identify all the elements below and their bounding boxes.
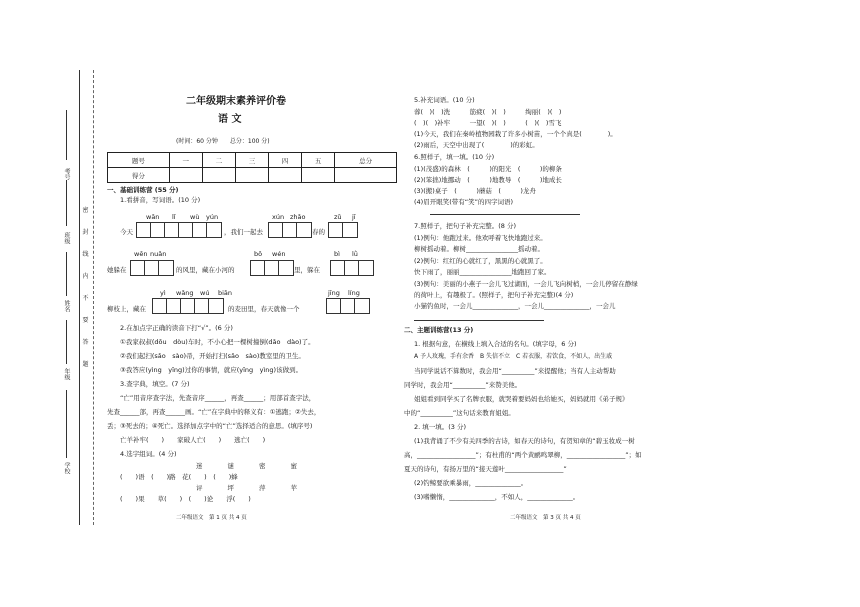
name-label: 姓名 — [63, 300, 70, 312]
score-cell[interactable] — [269, 168, 302, 183]
pinyin: nuǎn — [150, 250, 167, 258]
t2-line-4: (2)钓鲸要欲乘暴雨，______________。 — [414, 479, 528, 487]
pinyin: xún — [272, 213, 285, 221]
t2-line-2: 高，__________________”；有杜甫的“两个黄鹂鸣翠柳，__________________”；如 — [404, 451, 642, 459]
class-line — [66, 180, 67, 226]
pinyin: zhǎo — [290, 213, 306, 221]
left-page-footer: 二年级语文 第 1 页 共 4 页 — [176, 515, 247, 521]
exam-title: 二年级期末素养评价卷 — [186, 96, 286, 107]
q6-prompt: 6.照样子，填一填。(10 分) — [414, 153, 495, 161]
q5-row-2: ( )( )补牢 一望( )( ) ( )( )雪飞 — [414, 119, 562, 127]
score-cell[interactable] — [169, 168, 202, 183]
exam-no-line — [66, 110, 67, 160]
q7-item-3: (3)例句：美丽的小燕子一会儿飞过湖面，一会儿飞向树梢，一会儿停留在静绿 — [414, 280, 638, 288]
right-page-footer: 二年级语文 第 3 页 共 4 页 — [510, 515, 581, 521]
q2-item-3: ③我答应(yìng yīng)过你的事情，就应(yīng yìng)该做到。 — [120, 366, 303, 374]
q2-item-1: ①我家叔叔(dōu dòu)车时，不小心把一棵树撞倒(dǎo dào)了。 — [120, 338, 315, 346]
q4-char-set-2: 评 坪 萍 苹 — [196, 484, 301, 492]
score-table — [107, 152, 397, 183]
q6-item-1: (1)(茂盛)的森林 ( )的阳光 ( )的柳条 — [414, 165, 562, 173]
t2-prompt: 2. 填一填。(3 分) — [414, 423, 467, 431]
q4-char-set-1: 迷 谜 密 蜜 — [196, 462, 301, 470]
sentence-text: 柳枝上，藏在 — [107, 305, 146, 313]
q7-prompt: 7.照样子，把句子补充完整。(8 分) — [414, 222, 516, 230]
class-label: 班级 — [63, 232, 70, 244]
score-head-5: 五 — [302, 153, 335, 168]
answer-grid[interactable] — [130, 260, 174, 276]
sentence-text: 她躲在 — [107, 266, 127, 274]
sentence-text: 今天 — [120, 228, 133, 236]
t1-line-1: 当同学说话不算数时，我会用“__________”来提醒他；当有人主动帮助 — [414, 367, 616, 375]
pinyin: zǔ — [334, 213, 342, 221]
score-head-4: 四 — [269, 153, 302, 168]
answer-grid[interactable] — [268, 222, 312, 238]
score-cell[interactable] — [302, 168, 335, 183]
pinyin: wēn — [134, 250, 148, 258]
pinyin: bō — [254, 250, 263, 258]
pinyin: lǐ — [172, 213, 176, 221]
score-head-6: 总分 — [335, 153, 397, 168]
pinyin: yún — [206, 213, 219, 221]
q3-line-3: 丢；③死去的；④死亡。选择加点字中的“亡”选择适合的意思。(填序号) — [107, 422, 313, 430]
t1-line-4: 中的“__________”这句话来教育姐姐。 — [404, 409, 515, 417]
q5-prompt: 5.补充词语。(10 分) — [414, 96, 475, 104]
t1-line-2: 同学时，我会用“__________”来赞美他。 — [404, 381, 522, 389]
q7-item-2: (2)例句：红红的心就红了，黑黑的心就黑了。 — [414, 257, 547, 265]
q7-item-2b: 快下雨了，丽丽________________地跑回了家。 — [414, 268, 551, 276]
answer-line[interactable] — [430, 214, 580, 215]
section-1-heading: 一、基础训练营 (55 分) — [107, 186, 179, 194]
pinyin: wān — [146, 213, 160, 221]
q2-prompt: 2.在加点字正确的读音下打“√”。(6 分) — [120, 324, 233, 332]
score-head-1: 一 — [169, 153, 202, 168]
score-head-2: 二 — [202, 153, 235, 168]
score-head-3: 三 — [235, 153, 268, 168]
q6-item-2: (2)(笨拙)地挪动 ( )地教导 ( )地成长 — [414, 176, 562, 184]
pinyin: wù — [190, 213, 200, 221]
seal-line-text: 密封线内不要答题 — [82, 207, 89, 368]
answer-grid[interactable] — [328, 222, 358, 238]
q6-item-3: (3)(搬)桌子 ( )蘑菇 ( )龙舟 — [414, 187, 536, 195]
grade-line — [66, 320, 67, 364]
q3-line-4: 亡羊补牢( ) 家破人亡( ) 逃亡( ) — [120, 436, 266, 444]
pinyin: jī — [352, 213, 356, 221]
score-cell[interactable] — [235, 168, 268, 183]
pinyin: líng — [348, 289, 360, 297]
pinyin: yì — [160, 289, 166, 297]
pinyin: biān — [218, 289, 233, 297]
q4-row-2: ( )果 草( ) ( )论 浮( ) — [120, 495, 251, 503]
grade-label: 年级 — [63, 368, 70, 380]
answer-line[interactable] — [414, 320, 544, 321]
pinyin: lǜ — [352, 250, 358, 258]
binding-line-outer — [79, 70, 80, 525]
q5-row-1: 蓉( )( )洗 筋疲( )( ) 绚丽( )( ) — [414, 108, 562, 116]
q6-item-4: (4)眉开眼笑(带有“笑”的四字词语) — [414, 198, 514, 206]
sentence-text: 的风里，藏在小河的 — [176, 266, 235, 274]
sentence-text: 里，躲在 — [294, 266, 320, 274]
q7-item-1: (1)例句：他跑过来。他欢呼着飞快地跑过来。 — [414, 234, 547, 242]
q3-line-1: “亡”用音序查字法，先查音序______，再查______；用部首查字法， — [120, 394, 316, 402]
answer-grid[interactable] — [136, 222, 222, 238]
t2-line-3: 夏天的诗句，有扬万里的“接天莲叶__________________” — [404, 465, 567, 473]
pinyin: wén — [272, 250, 286, 258]
name-line — [66, 252, 67, 296]
t2-line-5: (3)嗜懒惰，______________，不如人，______________。 — [414, 493, 580, 501]
q1-prompt: 1.看拼音，写词语。(10 分) — [120, 196, 201, 204]
section-2-heading: 二、主题训练营(13 分) — [404, 326, 474, 334]
q4-row-1: ( )语 ( )路 花( ) ( )蜂 — [120, 473, 238, 481]
school-label: 学校 — [63, 462, 70, 474]
q2-item-2: ②我们起扫(sǎo sào)帚，开始打扫(sǎo sào)教室里的卫生。 — [120, 352, 305, 360]
pinyin: jīng — [328, 289, 340, 297]
subject-title: 语 文 — [218, 114, 242, 125]
answer-grid[interactable] — [152, 298, 224, 314]
pinyin: wǎng — [176, 289, 194, 297]
school-line — [66, 390, 67, 458]
sentence-text: 春的 — [312, 228, 325, 236]
t1-prompt: 1. 根据句意，在横线上填入合适的名句。(填字母，6 分) — [414, 340, 577, 348]
sentence-text: 的麦田里，春天就像一个 — [228, 305, 300, 313]
t2-line-1: (1)我背诵了不少有关四季的古诗，如春天的诗句，有贺知章的“碧玉妆成一树 — [414, 437, 635, 445]
t1-options: A 予人玫瑰，手有余香 B 失信不立 C 若衣服，若饮食，不如人，出生戚 — [414, 353, 613, 360]
pinyin: bì — [334, 250, 340, 258]
q5-item-2: (2)雨后，天空中出现了( )的彩虹。 — [414, 141, 539, 149]
answer-grid[interactable] — [326, 298, 370, 314]
pinyin: wú — [200, 289, 210, 297]
q3-line-2: 先查______部，再查______画。“亡”在字典中的释义有：①逃跑；②失去， — [107, 408, 321, 416]
q7-item-1b: 柳树摇动着。柳树________________摇动着。 — [414, 245, 544, 253]
answer-grid[interactable] — [250, 260, 294, 276]
q7-item-3c: 小猫钓鱼时，一会儿______________，一会儿______________，一会儿 — [414, 302, 616, 310]
exam-no-label: 考号 — [63, 168, 70, 180]
q7-item-3b: 的荷叶上，有趣极了。(照样子，把句子补充完整)(4 分) — [414, 291, 574, 299]
sentence-text: ，我们一起去 — [224, 228, 263, 236]
q3-prompt: 3.查字典，填空。(7 分) — [120, 380, 190, 388]
score-head-0: 题号 — [108, 153, 170, 168]
t1-line-3: 姐姐看到同学买了名牌衣服，就哭着要妈妈也给她买，妈妈就用《弟子规》 — [414, 395, 629, 403]
answer-grid[interactable] — [330, 260, 374, 276]
score-cell[interactable] — [202, 168, 235, 183]
score-row-label: 得分 — [108, 168, 170, 183]
q5-item-1: (1)今天，我们在秦岭植物园栽了许多小树苗，一个个真是( )。 — [414, 130, 617, 138]
exam-meta: (时间：60 分钟 总分：100 分) — [176, 138, 270, 145]
score-cell[interactable] — [335, 168, 397, 183]
q4-prompt: 4.选字组词。(4 分) — [120, 450, 177, 458]
binding-line-dashed — [93, 70, 94, 525]
